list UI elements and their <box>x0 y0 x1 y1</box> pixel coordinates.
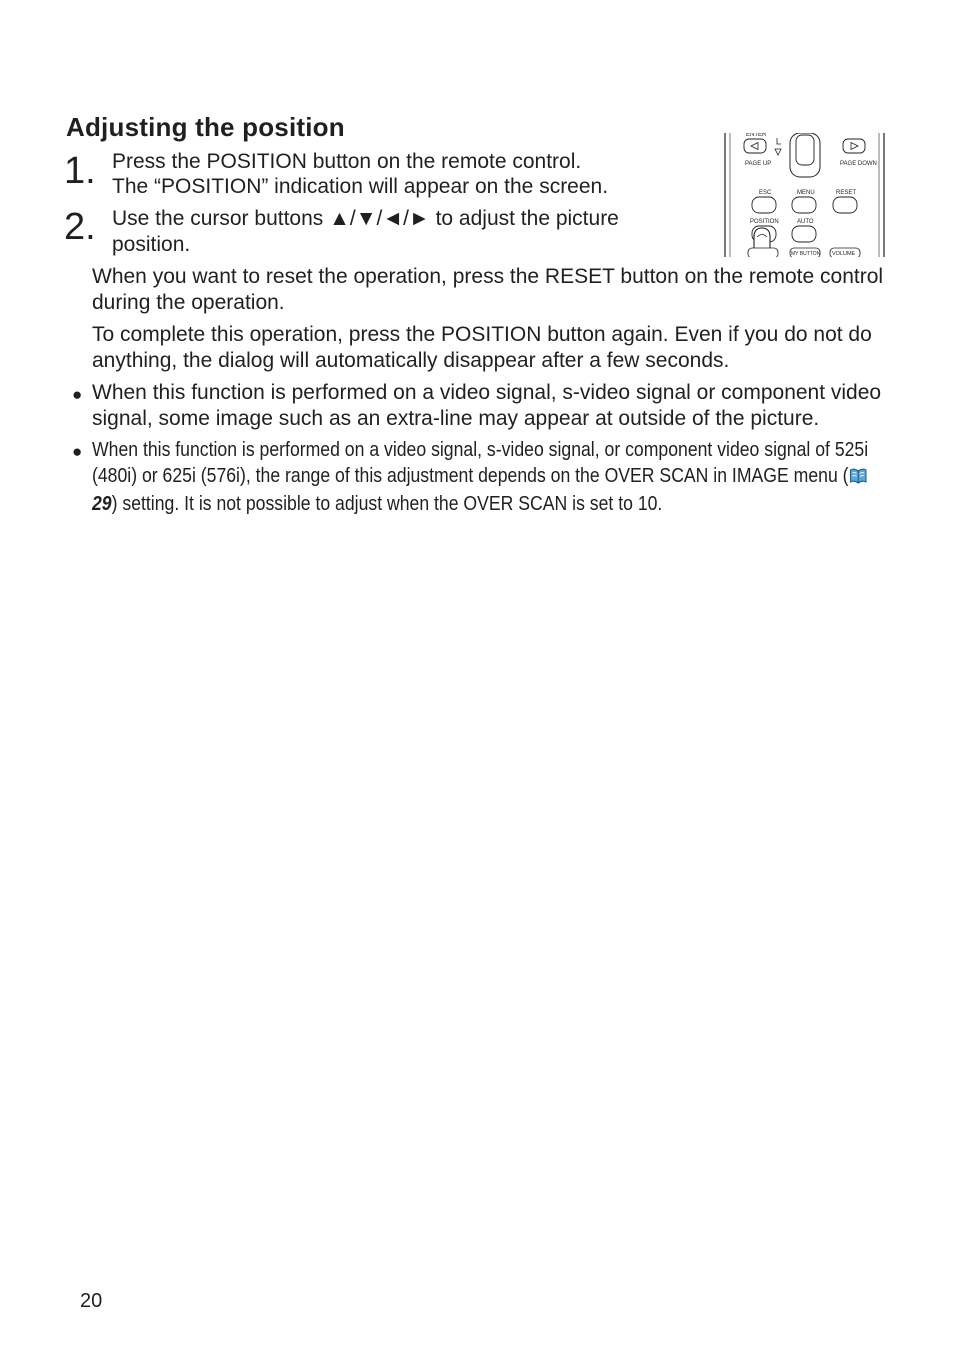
remote-label-auto: AUTO <box>797 219 814 225</box>
esc-button <box>752 197 776 213</box>
page-number: 20 <box>80 1290 103 1312</box>
auto-button <box>792 226 816 242</box>
note-1-bullet: ● <box>72 385 83 404</box>
remote-label-volume: VOLUME <box>832 251 856 257</box>
remote-label-reset: RESET <box>836 190 857 196</box>
step-1-line-2: The “POSITION” indication will appear on the screen. <box>112 175 609 198</box>
book-icon <box>849 466 868 492</box>
note-2-bullet: ● <box>72 442 83 461</box>
remote-label-position: POSITION <box>750 219 779 225</box>
manual-page-ref[interactable]: 29 <box>92 492 112 515</box>
reset-button <box>833 197 857 213</box>
step-1-number: 1. <box>64 150 96 192</box>
note-2-text-before: When this function is performed on a video signal, s-video signal, or component video signal of 525i (480i) or 625i (576i), the range of this adjustment depends on the OVER SCAN in IMAGE menu ( <box>92 438 869 487</box>
down-triangle-icon <box>775 149 781 155</box>
reset-paragraph: When you want to reset the operation, press the RESET button on the remote control during the operation. <box>92 265 884 314</box>
complete-paragraph: To complete this operation, press the POSITION button again. Even if you do not do anything, the dialog will automatically disappear after a few seconds. <box>92 323 872 372</box>
step-2-number: 2. <box>64 206 96 248</box>
step-2-line-1: Use the cursor buttons ▲/▼/◄/► to adjust the picture <box>112 207 619 230</box>
remote-label-my-button: MY BUTTON <box>791 251 821 257</box>
remote-control-illustration <box>724 133 886 257</box>
step-2-line-2: position. <box>112 233 191 256</box>
menu-button <box>792 197 816 213</box>
note-2-text <box>92 437 892 517</box>
remote-label-enter: ENTER <box>746 133 767 138</box>
note-1-text: When this function is performed on a video signal, s-video signal or component video signal, some image such as an extra-line may appear at outside of the picture. <box>92 381 882 430</box>
remote-label-page-down: PAGE DOWN <box>840 161 877 167</box>
right-arrow-button <box>843 139 865 153</box>
step-1-line-1: Press the POSITION button on the remote control. <box>112 150 582 173</box>
remote-label-esc: ESC <box>759 190 772 196</box>
remote-label-page-up: PAGE UP <box>745 161 772 167</box>
remote-label-menu: MENU <box>797 190 815 196</box>
section-title: Adjusting the position <box>66 112 345 142</box>
note-2-text-after: ) setting. It is not possible to adjust when the OVER SCAN is set to 10. <box>111 492 663 515</box>
left-arrow-button <box>744 139 766 153</box>
